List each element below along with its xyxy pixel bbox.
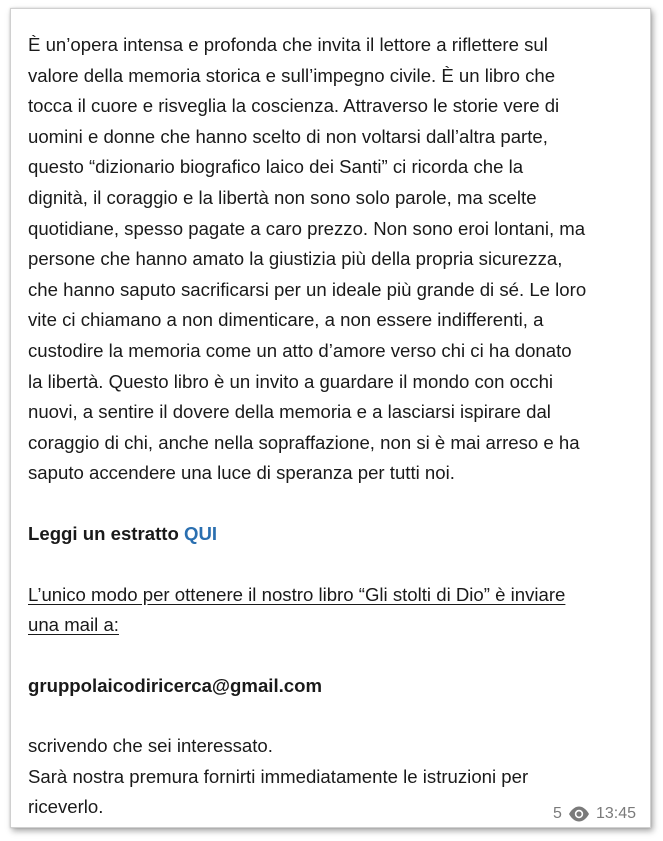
message-body	[28, 30, 638, 823]
message-card	[10, 8, 651, 828]
eye-icon	[568, 806, 590, 822]
message-meta	[553, 805, 636, 823]
contact-email[interactable]: gruppolaicodiricerca@gmail.com	[28, 674, 323, 696]
excerpt-line	[28, 519, 638, 550]
closing-text: scrivendo che sei interessato. Sarà nostra premura fornirti immediatamente le istruzioni per riceverlo.	[28, 735, 529, 818]
order-instruction: L’unico modo per ottenere il nostro libro “Gli stolti di Dio” è inviare una mail a:	[28, 583, 566, 636]
excerpt-link[interactable]: QUI	[184, 522, 218, 544]
message-time: 13:45	[595, 805, 636, 822]
book-description: È un’opera intensa e profonda che invita il lettore a riflettere sul valore della memoria storica e sull’impegno civile. È un libro che tocca il cuore e risveglia la coscienza. Attraverso le storie vere di uomini e donne che hanno scelto di non voltarsi dall’altra parte, questo “dizionario biografico laico dei Santi” ci ricorda che la dignità, il coraggio e la libertà non sono solo parole, ma scelte quotidiane, spesso pagate a caro prezzo. Non sono eroi lontani, ma persone che hanno amato la giustizia più della propria sicurezza, che hanno saputo sacrificarsi per un ideale più grande di sé. Le loro vite ci chiamano a non dimenticare, a non essere indifferenti, a custodire la memoria come un atto d’amore verso chi ci ha donato la libertà. Questo libro è un invito a guardare il mondo con occhi nuovi, a sentire il dovere della memoria e a lasciarsi ispirare dal coraggio di chi, anche nella sopraffazione, non si è mai arreso e ha saputo accendere una luce di speranza per tutti noi.	[28, 34, 587, 484]
excerpt-label: Leggi un estratto	[28, 522, 184, 544]
view-count: 5	[553, 805, 562, 822]
